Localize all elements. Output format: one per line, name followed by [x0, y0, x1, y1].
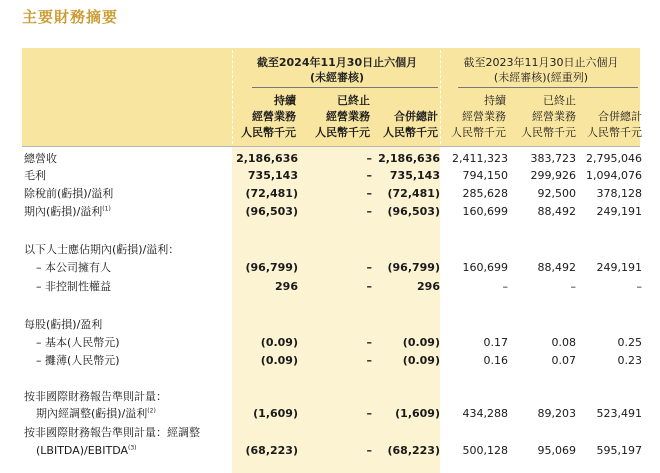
table-cell: –	[636, 280, 642, 293]
header-group-2024	[234, 55, 440, 85]
table-cell: –	[366, 336, 372, 349]
row-label	[36, 280, 111, 294]
row-label-text: – 非控制性權益	[36, 280, 111, 293]
header-text: 人民幣千元	[451, 126, 506, 139]
table-cell: (0.09)	[402, 336, 440, 349]
row-label-text: 按非國際財務報告準則計量：	[24, 390, 167, 403]
table-cell: –	[366, 205, 372, 218]
table-cell: –	[570, 280, 576, 293]
header-2024-discontinued	[296, 93, 370, 141]
table-cell: 0.25	[617, 336, 642, 349]
row-label	[24, 243, 179, 257]
table-cell: –	[366, 187, 372, 200]
table-cell: (68,223)	[387, 444, 440, 457]
table-cell: (1,609)	[395, 407, 440, 420]
row-label-text: 期內(虧損)/溢利	[24, 205, 103, 218]
table-cell: (96,503)	[387, 205, 440, 218]
row-label	[24, 169, 46, 183]
table-cell: 735,143	[247, 169, 298, 182]
header-text: 持續	[274, 94, 296, 107]
table-cell: –	[366, 354, 372, 367]
table-cell: 2,411,323	[452, 152, 508, 165]
row-label-text: (LBITDA)/EBITDA	[36, 444, 128, 457]
table-cell: (0.09)	[260, 336, 298, 349]
header-2024-total	[364, 109, 438, 141]
table-cell: 88,492	[537, 205, 576, 218]
table-cell: 595,197	[596, 444, 642, 457]
table-cell: 95,069	[537, 444, 576, 457]
table-cell: 378,128	[596, 187, 642, 200]
table-cell: 735,143	[389, 169, 440, 182]
row-label-text: 除稅前(虧損)/溢利	[24, 187, 114, 200]
table-cell: –	[366, 280, 372, 293]
table-cell: (96,799)	[387, 261, 440, 274]
header-text: 經營業務	[462, 110, 506, 123]
header-group-2023-line2: (未經審核)(經重列)	[493, 71, 589, 84]
table-cell: –	[366, 261, 372, 274]
header-2023-continuing	[432, 93, 506, 141]
row-label	[24, 152, 57, 166]
header-text: 經營業務	[252, 110, 296, 123]
table-cell: (68,223)	[245, 444, 298, 457]
header-2023-total	[568, 109, 642, 141]
header-2024-continuing	[222, 93, 296, 141]
table-cell: (96,503)	[245, 205, 298, 218]
table-cell: 2,795,046	[586, 152, 642, 165]
row-label-text: 以下人士應佔期內(虧損)/溢利：	[24, 243, 180, 256]
page-title: 主要財務摘要	[22, 8, 119, 26]
table-cell: (96,799)	[245, 261, 298, 274]
row-label	[36, 261, 111, 275]
table-cell: 299,926	[530, 169, 576, 182]
table-cell: –	[366, 444, 372, 457]
table-cell: 0.23	[617, 354, 642, 367]
row-label-text: – 攤薄(人民幣元)	[36, 354, 120, 367]
row-label	[24, 205, 111, 219]
table-cell: 434,288	[462, 407, 508, 420]
row-label-text: – 基本(人民幣元)	[36, 336, 120, 349]
table-cell: (0.09)	[402, 354, 440, 367]
footnote-ref: (3)	[128, 444, 137, 452]
header-text: 合併總計	[598, 110, 642, 123]
row-label-text: 總營收	[24, 152, 57, 165]
table-cell: (72,481)	[245, 187, 298, 200]
header-text: 人民幣千元	[241, 126, 296, 139]
header-text: 已終止	[543, 94, 576, 107]
header-underline-2023	[458, 87, 638, 88]
row-label	[36, 354, 120, 368]
table-cell: 92,500	[537, 187, 576, 200]
table-cell: 2,186,636	[378, 152, 440, 165]
header-text: 合併總計	[394, 110, 438, 123]
table-cell: 0.16	[483, 354, 508, 367]
table-cell: 0.17	[483, 336, 508, 349]
row-label-text: – 本公司擁有人	[36, 261, 111, 274]
header-text: 經營業務	[326, 110, 370, 123]
row-label-text: 每股(虧損)/盈利	[24, 318, 103, 331]
header-text: 人民幣千元	[521, 126, 576, 139]
row-label-text: 按非國際財務報告準則計量：經調整	[24, 426, 200, 439]
row-label-text: 期內經調整(虧損)/溢利	[36, 407, 148, 420]
table-cell: 285,628	[462, 187, 508, 200]
footnote-ref: (1)	[102, 205, 111, 213]
table-cell: (0.09)	[260, 354, 298, 367]
header-group-2023-line1: 截至2023年11月30日止六個月	[463, 56, 619, 69]
table-cell: 2,186,636	[236, 152, 298, 165]
table-cell: 88,492	[537, 261, 576, 274]
table-cell: 383,723	[530, 152, 576, 165]
row-label-text: 毛利	[24, 169, 46, 182]
table-cell: –	[366, 407, 372, 420]
table-cell: (1,609)	[253, 407, 298, 420]
table-cell: 1,094,076	[586, 169, 642, 182]
table-cell: (72,481)	[387, 187, 440, 200]
row-label	[24, 318, 102, 332]
table-cell: 0.08	[551, 336, 576, 349]
table-cell: –	[366, 152, 372, 165]
table-cell: 296	[275, 280, 298, 293]
header-text: 人民幣千元	[383, 126, 438, 139]
table-cell: 249,191	[596, 261, 642, 274]
row-label	[36, 336, 120, 350]
row-label	[24, 390, 167, 404]
table-cell: –	[502, 280, 508, 293]
header-underline-2024	[252, 87, 438, 88]
table-top-rule	[22, 146, 640, 147]
table-cell: 523,491	[596, 407, 642, 420]
row-label	[24, 187, 113, 201]
row-label	[36, 444, 137, 458]
header-group-2024-line1: 截至2024年11月30日止六個月	[256, 56, 418, 69]
table-cell: 0.07	[551, 354, 576, 367]
table-cell: –	[366, 169, 372, 182]
header-group-2024-line2: (未經審核)	[309, 71, 365, 84]
row-label	[36, 407, 156, 421]
table-cell: 160,699	[462, 205, 508, 218]
header-2023-discontinued	[502, 93, 576, 141]
header-group-2023	[442, 55, 640, 85]
header-text: 持續	[484, 94, 506, 107]
table-cell: 794,150	[462, 169, 508, 182]
row-label	[24, 426, 200, 440]
header-text: 經營業務	[532, 110, 576, 123]
table-cell: 89,203	[537, 407, 576, 420]
header-text: 人民幣千元	[315, 126, 370, 139]
table-cell: 160,699	[462, 261, 508, 274]
table-cell: 249,191	[596, 205, 642, 218]
table-cell: 500,128	[462, 444, 508, 457]
header-text: 已終止	[337, 94, 370, 107]
footnote-ref: (2)	[147, 407, 156, 415]
header-text: 人民幣千元	[587, 126, 642, 139]
table-cell: 296	[417, 280, 440, 293]
